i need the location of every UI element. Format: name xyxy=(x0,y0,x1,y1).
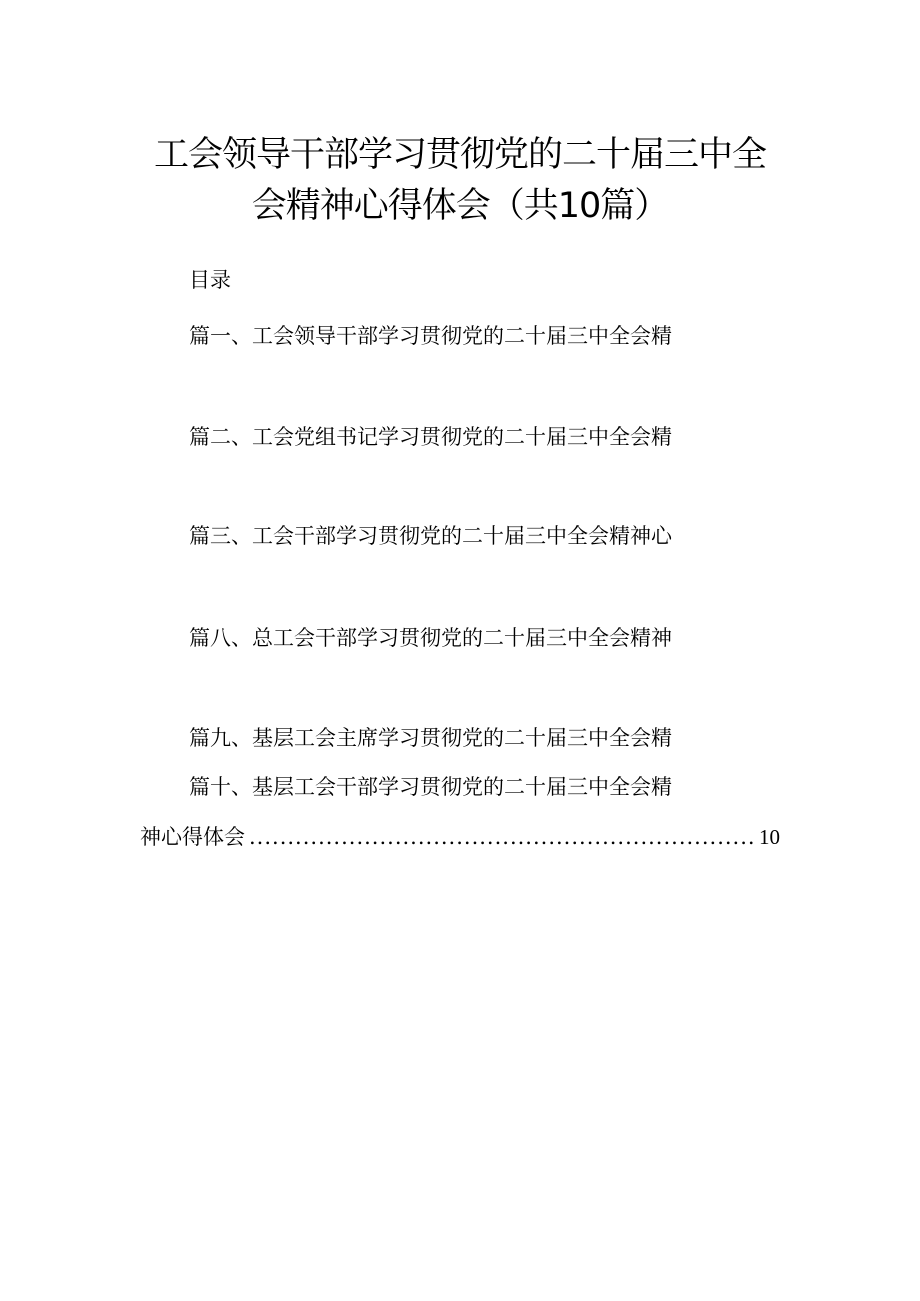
toc-entry-8[interactable]: 篇八、总工会干部学习贯彻党的二十届三中全会精神 xyxy=(189,626,672,650)
toc-entry-10-continuation-text: 神心得体会 xyxy=(140,825,245,849)
document-title-line-1: 工会领导干部学习贯彻党的二十届三中全 xyxy=(153,135,766,175)
toc-entry-9[interactable]: 篇九、基层工会主席学习贯彻党的二十届三中全会精 xyxy=(189,726,672,750)
toc-entry-2[interactable]: 篇二、工会党组书记学习贯彻党的二十届三中全会精 xyxy=(189,425,672,449)
toc-page-number: 10 xyxy=(759,825,780,849)
toc-entry-3[interactable]: 篇三、工会干部学习贯彻党的二十届三中全会精神心 xyxy=(189,524,672,548)
document-title-line-2: 会精神心得体会（共10篇） xyxy=(251,186,669,226)
toc-entry-10-continuation[interactable] xyxy=(140,823,780,851)
toc-entry-1[interactable]: 篇一、工会领导干部学习贯彻党的二十届三中全会精 xyxy=(189,324,672,348)
toc-dot-leader xyxy=(249,823,755,851)
toc-heading: 目录 xyxy=(189,268,231,292)
toc-entry-10[interactable]: 篇十、基层工会干部学习贯彻党的二十届三中全会精 xyxy=(189,775,672,799)
